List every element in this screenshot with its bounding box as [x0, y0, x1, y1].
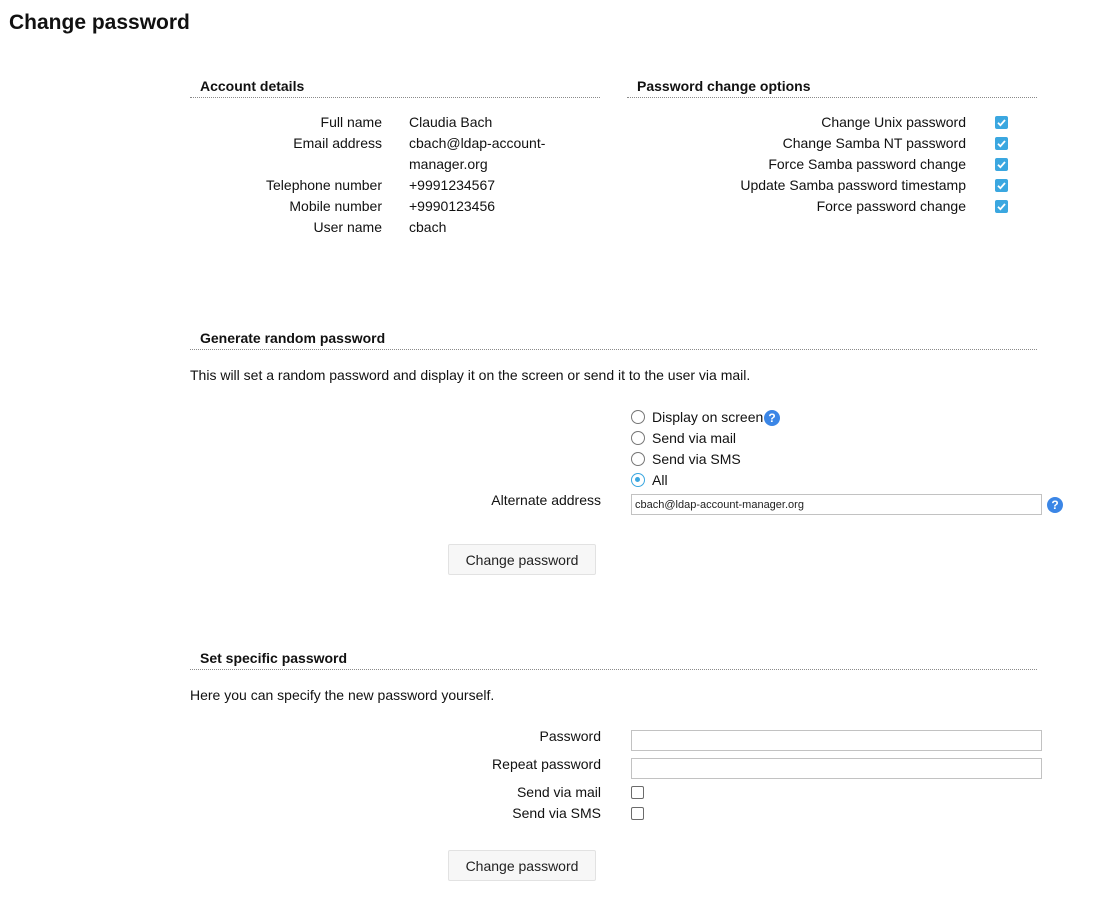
help-icon[interactable]: ? — [1047, 497, 1063, 513]
send-via-mail-checkbox[interactable] — [631, 786, 644, 799]
radio-label-all: All — [652, 472, 668, 488]
help-icon[interactable]: ? — [764, 410, 780, 426]
telephone-label: Telephone number — [266, 177, 382, 193]
random-password-description: This will set a random password and display it on the screen or send it to the user via mail. — [190, 367, 751, 383]
radio-send-via-mail[interactable] — [631, 431, 645, 445]
password-label: Password — [539, 728, 601, 744]
send-via-sms-checkbox[interactable] — [631, 807, 644, 820]
account-details-title: Account details — [190, 77, 600, 98]
radio-send-via-sms[interactable] — [631, 452, 645, 466]
option-label-force-password: Force password change — [816, 198, 966, 214]
alternate-address-input[interactable] — [631, 494, 1042, 515]
email-value: cbach@ldap-account-manager.org — [409, 135, 546, 172]
change-password-random-button[interactable]: Change password — [448, 544, 596, 575]
specific-password-description: Here you can specify the new password yourself. — [190, 687, 495, 703]
option-checkbox-samba-timestamp[interactable] — [995, 179, 1008, 192]
page-title: Change password — [9, 11, 190, 34]
send-via-sms-label: Send via SMS — [512, 805, 601, 821]
password-input[interactable] — [631, 730, 1042, 751]
password-options-title: Password change options — [627, 77, 1037, 98]
email-label: Email address — [293, 135, 382, 151]
option-checkbox-samba-nt[interactable] — [995, 137, 1008, 150]
radio-all[interactable] — [631, 473, 645, 487]
username-label: User name — [313, 219, 382, 235]
radio-label-display-on-screen: Display on screen — [652, 409, 764, 425]
option-checkbox-force-password[interactable] — [995, 200, 1008, 213]
option-label-samba-timestamp: Update Samba password timestamp — [740, 177, 966, 193]
change-password-specific-button[interactable]: Change password — [448, 850, 596, 881]
mobile-label: Mobile number — [289, 198, 382, 214]
option-label-unix: Change Unix password — [821, 114, 966, 130]
radio-display-on-screen[interactable] — [631, 410, 645, 424]
repeat-password-label: Repeat password — [492, 756, 601, 772]
telephone-value: +9991234567 — [409, 177, 496, 193]
mobile-value: +9990123456 — [409, 198, 496, 214]
full-name-label: Full name — [320, 114, 382, 130]
username-value: cbach — [409, 219, 447, 235]
full-name-value: Claudia Bach — [409, 114, 493, 130]
option-label-force-samba: Force Samba password change — [768, 156, 966, 172]
random-password-title: Generate random password — [190, 329, 1037, 350]
option-checkbox-force-samba[interactable] — [995, 158, 1008, 171]
option-checkbox-unix[interactable] — [995, 116, 1008, 129]
radio-label-send-via-mail: Send via mail — [652, 430, 737, 446]
send-via-mail-label: Send via mail — [516, 784, 601, 800]
alternate-address-label: Alternate address — [491, 492, 601, 508]
radio-label-send-via-sms: Send via SMS — [652, 451, 741, 467]
option-label-samba-nt: Change Samba NT password — [782, 135, 966, 151]
specific-password-title: Set specific password — [190, 649, 1037, 670]
repeat-password-input[interactable] — [631, 758, 1042, 779]
